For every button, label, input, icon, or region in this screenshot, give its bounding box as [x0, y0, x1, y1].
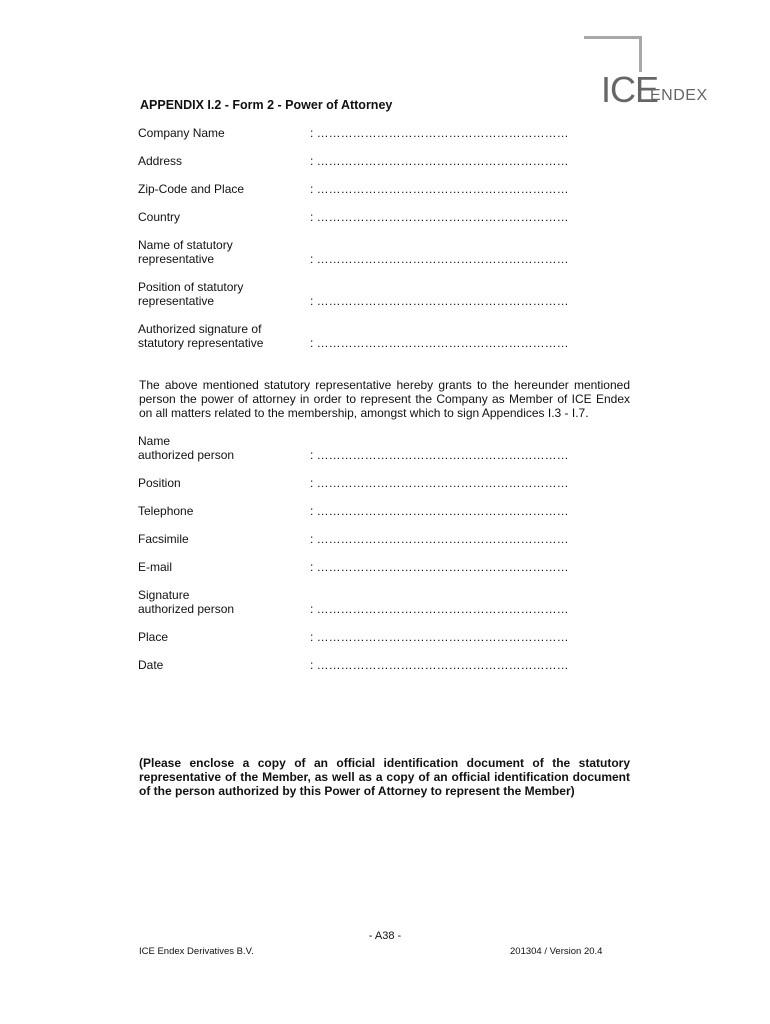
country-row: [138, 210, 638, 224]
field-label: Telephone: [138, 504, 194, 518]
footer-version: 201304 / Version 20.4: [510, 946, 603, 957]
field-label: Place: [138, 630, 169, 644]
logo-endex-text: ENDEX: [650, 87, 708, 104]
logo-ice-text: ICE: [598, 72, 661, 108]
telephone-row: [138, 504, 638, 518]
page-title: APPENDIX I.2 - Form 2 - Power of Attorney: [140, 98, 393, 112]
company-name-row: [138, 126, 638, 140]
fill-in-line[interactable]: : ………………………………………………………: [310, 532, 569, 546]
field-label: E-mail: [138, 560, 173, 574]
fill-in-line[interactable]: : ………………………………………………………: [310, 154, 569, 168]
fill-in-line[interactable]: : ………………………………………………………: [310, 476, 569, 490]
field-label: Signature authorized person: [138, 588, 235, 616]
authorized-name-row: [138, 434, 638, 462]
fill-in-line[interactable]: : ………………………………………………………: [310, 658, 569, 672]
field-label: Zip-Code and Place: [138, 182, 245, 196]
position-row: [138, 476, 638, 490]
zip-code-place-row: [138, 182, 638, 196]
field-label: Company Name: [138, 126, 225, 140]
fill-in-line[interactable]: : ………………………………………………………: [310, 210, 569, 224]
place-row: [138, 630, 638, 644]
field-label: Address: [138, 154, 183, 168]
fill-in-line[interactable]: : ………………………………………………………: [310, 294, 569, 308]
enclosure-note: (Please enclose a copy of an official identification document of the statutory representative of the Member, as well as a copy of an official identification document of the person authorized by this Power of Attorney to represent the Member): [139, 756, 630, 799]
date-row: [138, 658, 638, 672]
field-label: Name of statutory representative: [138, 238, 233, 266]
email-row: [138, 560, 638, 574]
field-label: Authorized signature of statutory representative: [138, 322, 264, 350]
field-label: Date: [138, 658, 164, 672]
fill-in-line[interactable]: : ………………………………………………………: [310, 448, 569, 462]
field-label: Name authorized person: [138, 434, 235, 462]
page-number: - A38 -: [368, 930, 402, 942]
fill-in-line[interactable]: : ………………………………………………………: [310, 630, 569, 644]
fill-in-line[interactable]: : ………………………………………………………: [310, 252, 569, 266]
statutory-signature-row: [138, 322, 638, 350]
field-label: Position: [138, 476, 181, 490]
grant-paragraph: The above mentioned statutory representative hereby grants to the hereunder mentioned person the power of attorney in order to represent the Company as Member of ICE Endex on all matters related to the membership, amongst which to sign Appendices I.3 - I.7.: [139, 378, 630, 421]
address-row: [138, 154, 638, 168]
field-label: Position of statutory representative: [138, 280, 244, 308]
statutory-position-row: [138, 280, 638, 308]
authorized-signature-row: [138, 588, 638, 616]
statutory-name-row: [138, 238, 638, 266]
fill-in-line[interactable]: : ………………………………………………………: [310, 602, 569, 616]
fill-in-line[interactable]: : ………………………………………………………: [310, 336, 569, 350]
footer-company: ICE Endex Derivatives B.V.: [139, 946, 254, 957]
facsimile-row: [138, 532, 638, 546]
ice-endex-logo: [584, 36, 714, 110]
fill-in-line[interactable]: : ………………………………………………………: [310, 126, 569, 140]
fill-in-line[interactable]: : ………………………………………………………: [310, 182, 569, 196]
field-label: Facsimile: [138, 532, 189, 546]
fill-in-line[interactable]: : ………………………………………………………: [310, 504, 569, 518]
fill-in-line[interactable]: : ………………………………………………………: [310, 560, 569, 574]
field-label: Country: [138, 210, 181, 224]
